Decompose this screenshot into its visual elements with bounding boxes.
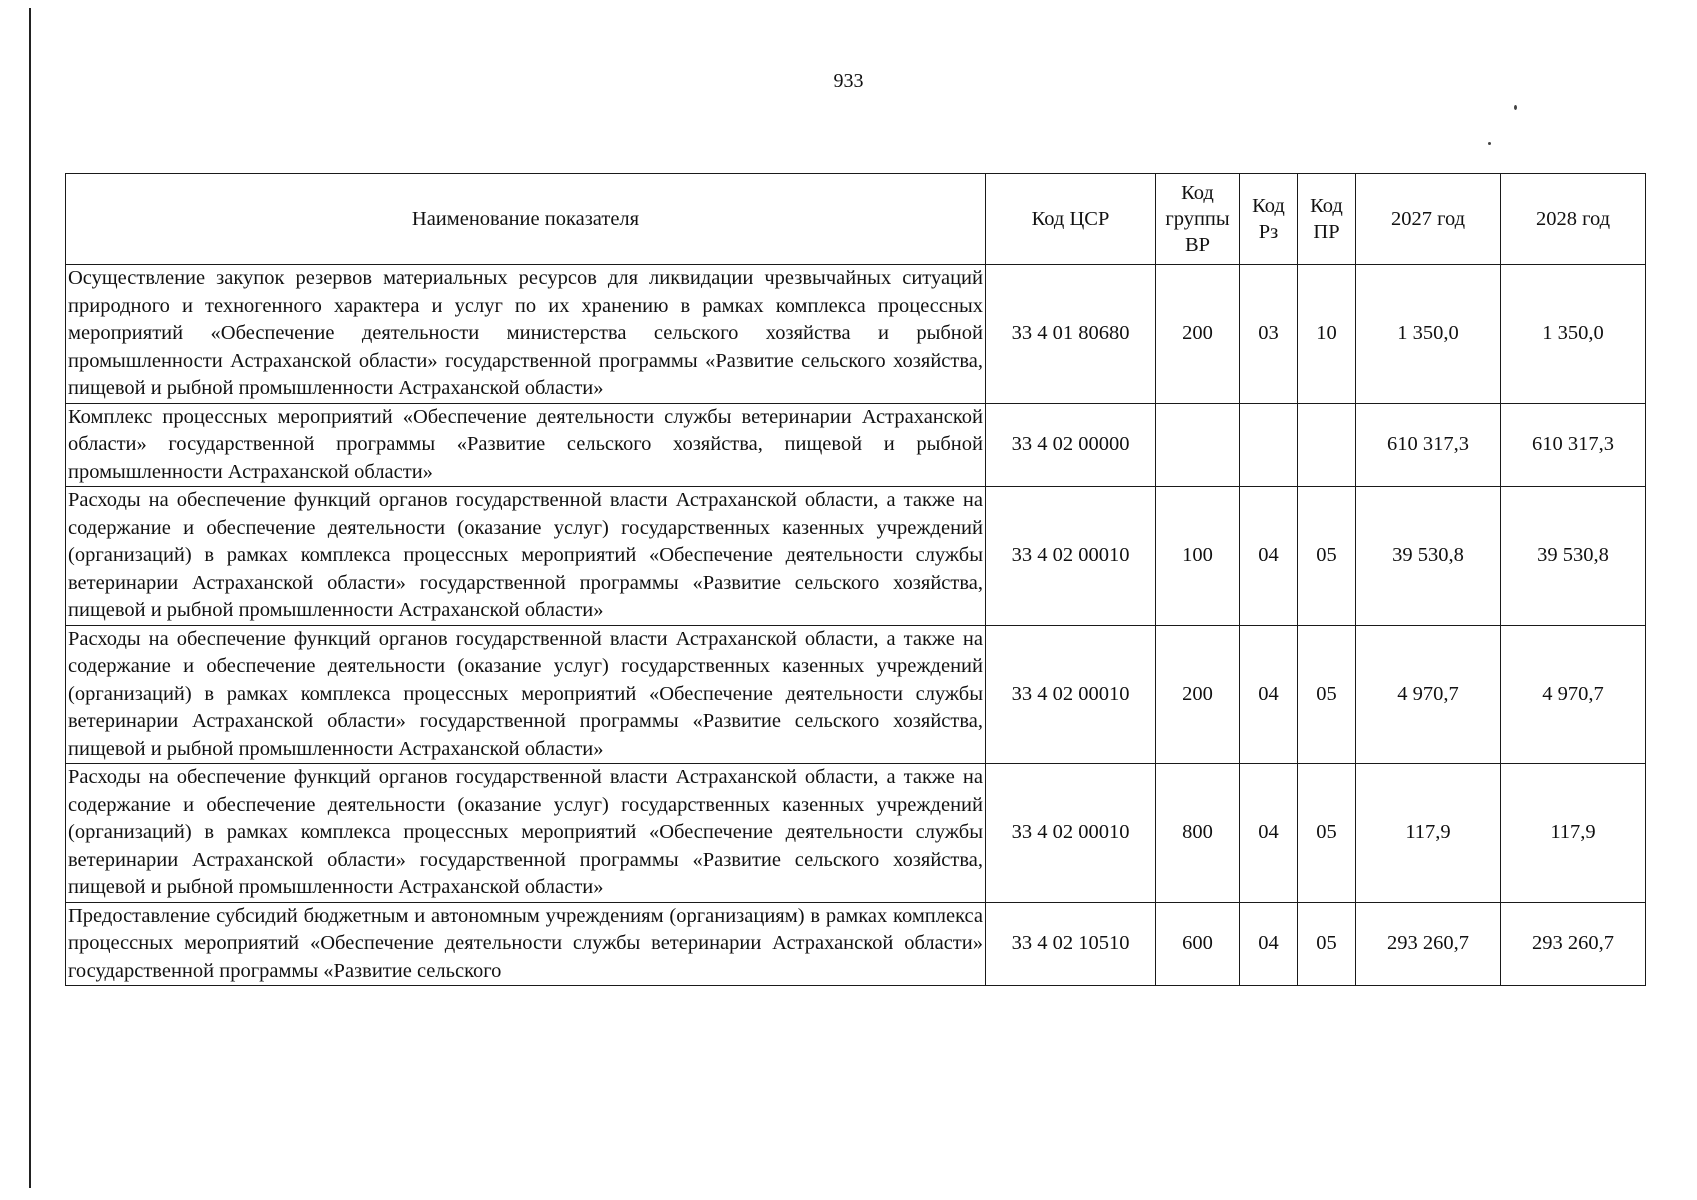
budget-table bbox=[65, 173, 1646, 986]
row-2028: 39 530,8 bbox=[1501, 487, 1646, 626]
row-name: Расходы на обеспечение функций органов государственной власти Астраханской области, а также на содержание и обеспечение деятельности (оказание услуг) государственных казенных учреждений (организаций) в рамках комплекса процессных мероприятий «Обеспечение деятельности службы ветеринарии Астраханской области» государственной программы «Развитие сельского хозяйства, пищевой и рыбной промышленности Астраханской области» bbox=[66, 487, 986, 626]
row-csr: 33 4 02 00000 bbox=[986, 403, 1156, 487]
row-csr: 33 4 02 00010 bbox=[986, 625, 1156, 764]
scan-speck bbox=[1488, 142, 1491, 145]
row-2027: 1 350,0 bbox=[1356, 265, 1501, 404]
row-vr bbox=[1156, 403, 1240, 487]
header-pr: Код ПР bbox=[1298, 174, 1356, 265]
row-rz: 04 bbox=[1240, 625, 1298, 764]
row-name: Осуществление закупок резервов материальных ресурсов для ликвидации чрезвычайных ситуаций природного и техногенного характера и услуг по их хранению в рамках комплекса процессных мероприятий «Обеспечение деятельности министерства сельского хозяйства и рыбной промышленности Астраханской области» государственной программы «Развитие сельского хозяйства, пищевой и рыбной промышленности Астраханской области» bbox=[66, 265, 986, 404]
scan-speck bbox=[1514, 105, 1517, 110]
row-csr: 33 4 01 80680 bbox=[986, 265, 1156, 404]
table-row bbox=[66, 487, 1646, 626]
header-rz: Код Рз bbox=[1240, 174, 1298, 265]
header-2028: 2028 год bbox=[1501, 174, 1646, 265]
row-2027: 4 970,7 bbox=[1356, 625, 1501, 764]
row-name: Расходы на обеспечение функций органов государственной власти Астраханской области, а также на содержание и обеспечение деятельности (оказание услуг) государственных казенных учреждений (организаций) в рамках комплекса процессных мероприятий «Обеспечение деятельности службы ветеринарии Астраханской области» государственной программы «Развитие сельского хозяйства, пищевой и рыбной промышленности Астраханской области» bbox=[66, 625, 986, 764]
row-name: Комплекс процессных мероприятий «Обеспечение деятельности службы ветеринарии Астраханской области» государственной программы «Развитие сельского хозяйства, пищевой и рыбной промышленности Астраханской области» bbox=[66, 403, 986, 487]
page-number: 933 bbox=[833, 70, 864, 92]
row-rz: 04 bbox=[1240, 764, 1298, 903]
table-row bbox=[66, 265, 1646, 404]
row-pr: 05 bbox=[1298, 764, 1356, 903]
row-vr: 200 bbox=[1156, 265, 1240, 404]
row-2027: 610 317,3 bbox=[1356, 403, 1501, 487]
row-2028: 4 970,7 bbox=[1501, 625, 1646, 764]
table-header-row bbox=[66, 174, 1646, 265]
row-vr: 100 bbox=[1156, 487, 1240, 626]
header-vr: Код группы ВР bbox=[1156, 174, 1240, 265]
header-2027: 2027 год bbox=[1356, 174, 1501, 265]
row-2028: 610 317,3 bbox=[1501, 403, 1646, 487]
row-csr: 33 4 02 10510 bbox=[986, 902, 1156, 986]
row-pr: 05 bbox=[1298, 487, 1356, 626]
row-rz: 03 bbox=[1240, 265, 1298, 404]
row-vr: 200 bbox=[1156, 625, 1240, 764]
row-2027: 39 530,8 bbox=[1356, 487, 1501, 626]
row-pr: 05 bbox=[1298, 902, 1356, 986]
header-csr: Код ЦСР bbox=[986, 174, 1156, 265]
row-2027: 293 260,7 bbox=[1356, 902, 1501, 986]
row-2028: 117,9 bbox=[1501, 764, 1646, 903]
table-row bbox=[66, 625, 1646, 764]
row-name: Расходы на обеспечение функций органов государственной власти Астраханской области, а также на содержание и обеспечение деятельности (оказание услуг) государственных казенных учреждений (организаций) в рамках комплекса процессных мероприятий «Обеспечение деятельности службы ветеринарии Астраханской области» государственной программы «Развитие сельского хозяйства, пищевой и рыбной промышленности Астраханской области» bbox=[66, 764, 986, 903]
row-rz: 04 bbox=[1240, 487, 1298, 626]
row-pr: 10 bbox=[1298, 265, 1356, 404]
header-name: Наименование показателя bbox=[66, 174, 986, 265]
row-pr bbox=[1298, 403, 1356, 487]
table-row bbox=[66, 403, 1646, 487]
row-2027: 117,9 bbox=[1356, 764, 1501, 903]
row-rz: 04 bbox=[1240, 902, 1298, 986]
row-csr: 33 4 02 00010 bbox=[986, 487, 1156, 626]
row-vr: 600 bbox=[1156, 902, 1240, 986]
row-name: Предоставление субсидий бюджетным и автономным учреждениям (организациям) в рамках комплекса процессных мероприятий «Обеспечение деятельности службы ветеринарии Астраханской области» государственной программы «Развитие сельского bbox=[66, 902, 986, 986]
row-pr: 05 bbox=[1298, 625, 1356, 764]
row-2028: 1 350,0 bbox=[1501, 265, 1646, 404]
row-rz bbox=[1240, 403, 1298, 487]
table-row bbox=[66, 902, 1646, 986]
row-csr: 33 4 02 00010 bbox=[986, 764, 1156, 903]
binding-edge-line bbox=[29, 8, 31, 1188]
table-row bbox=[66, 764, 1646, 903]
row-vr: 800 bbox=[1156, 764, 1240, 903]
row-2028: 293 260,7 bbox=[1501, 902, 1646, 986]
